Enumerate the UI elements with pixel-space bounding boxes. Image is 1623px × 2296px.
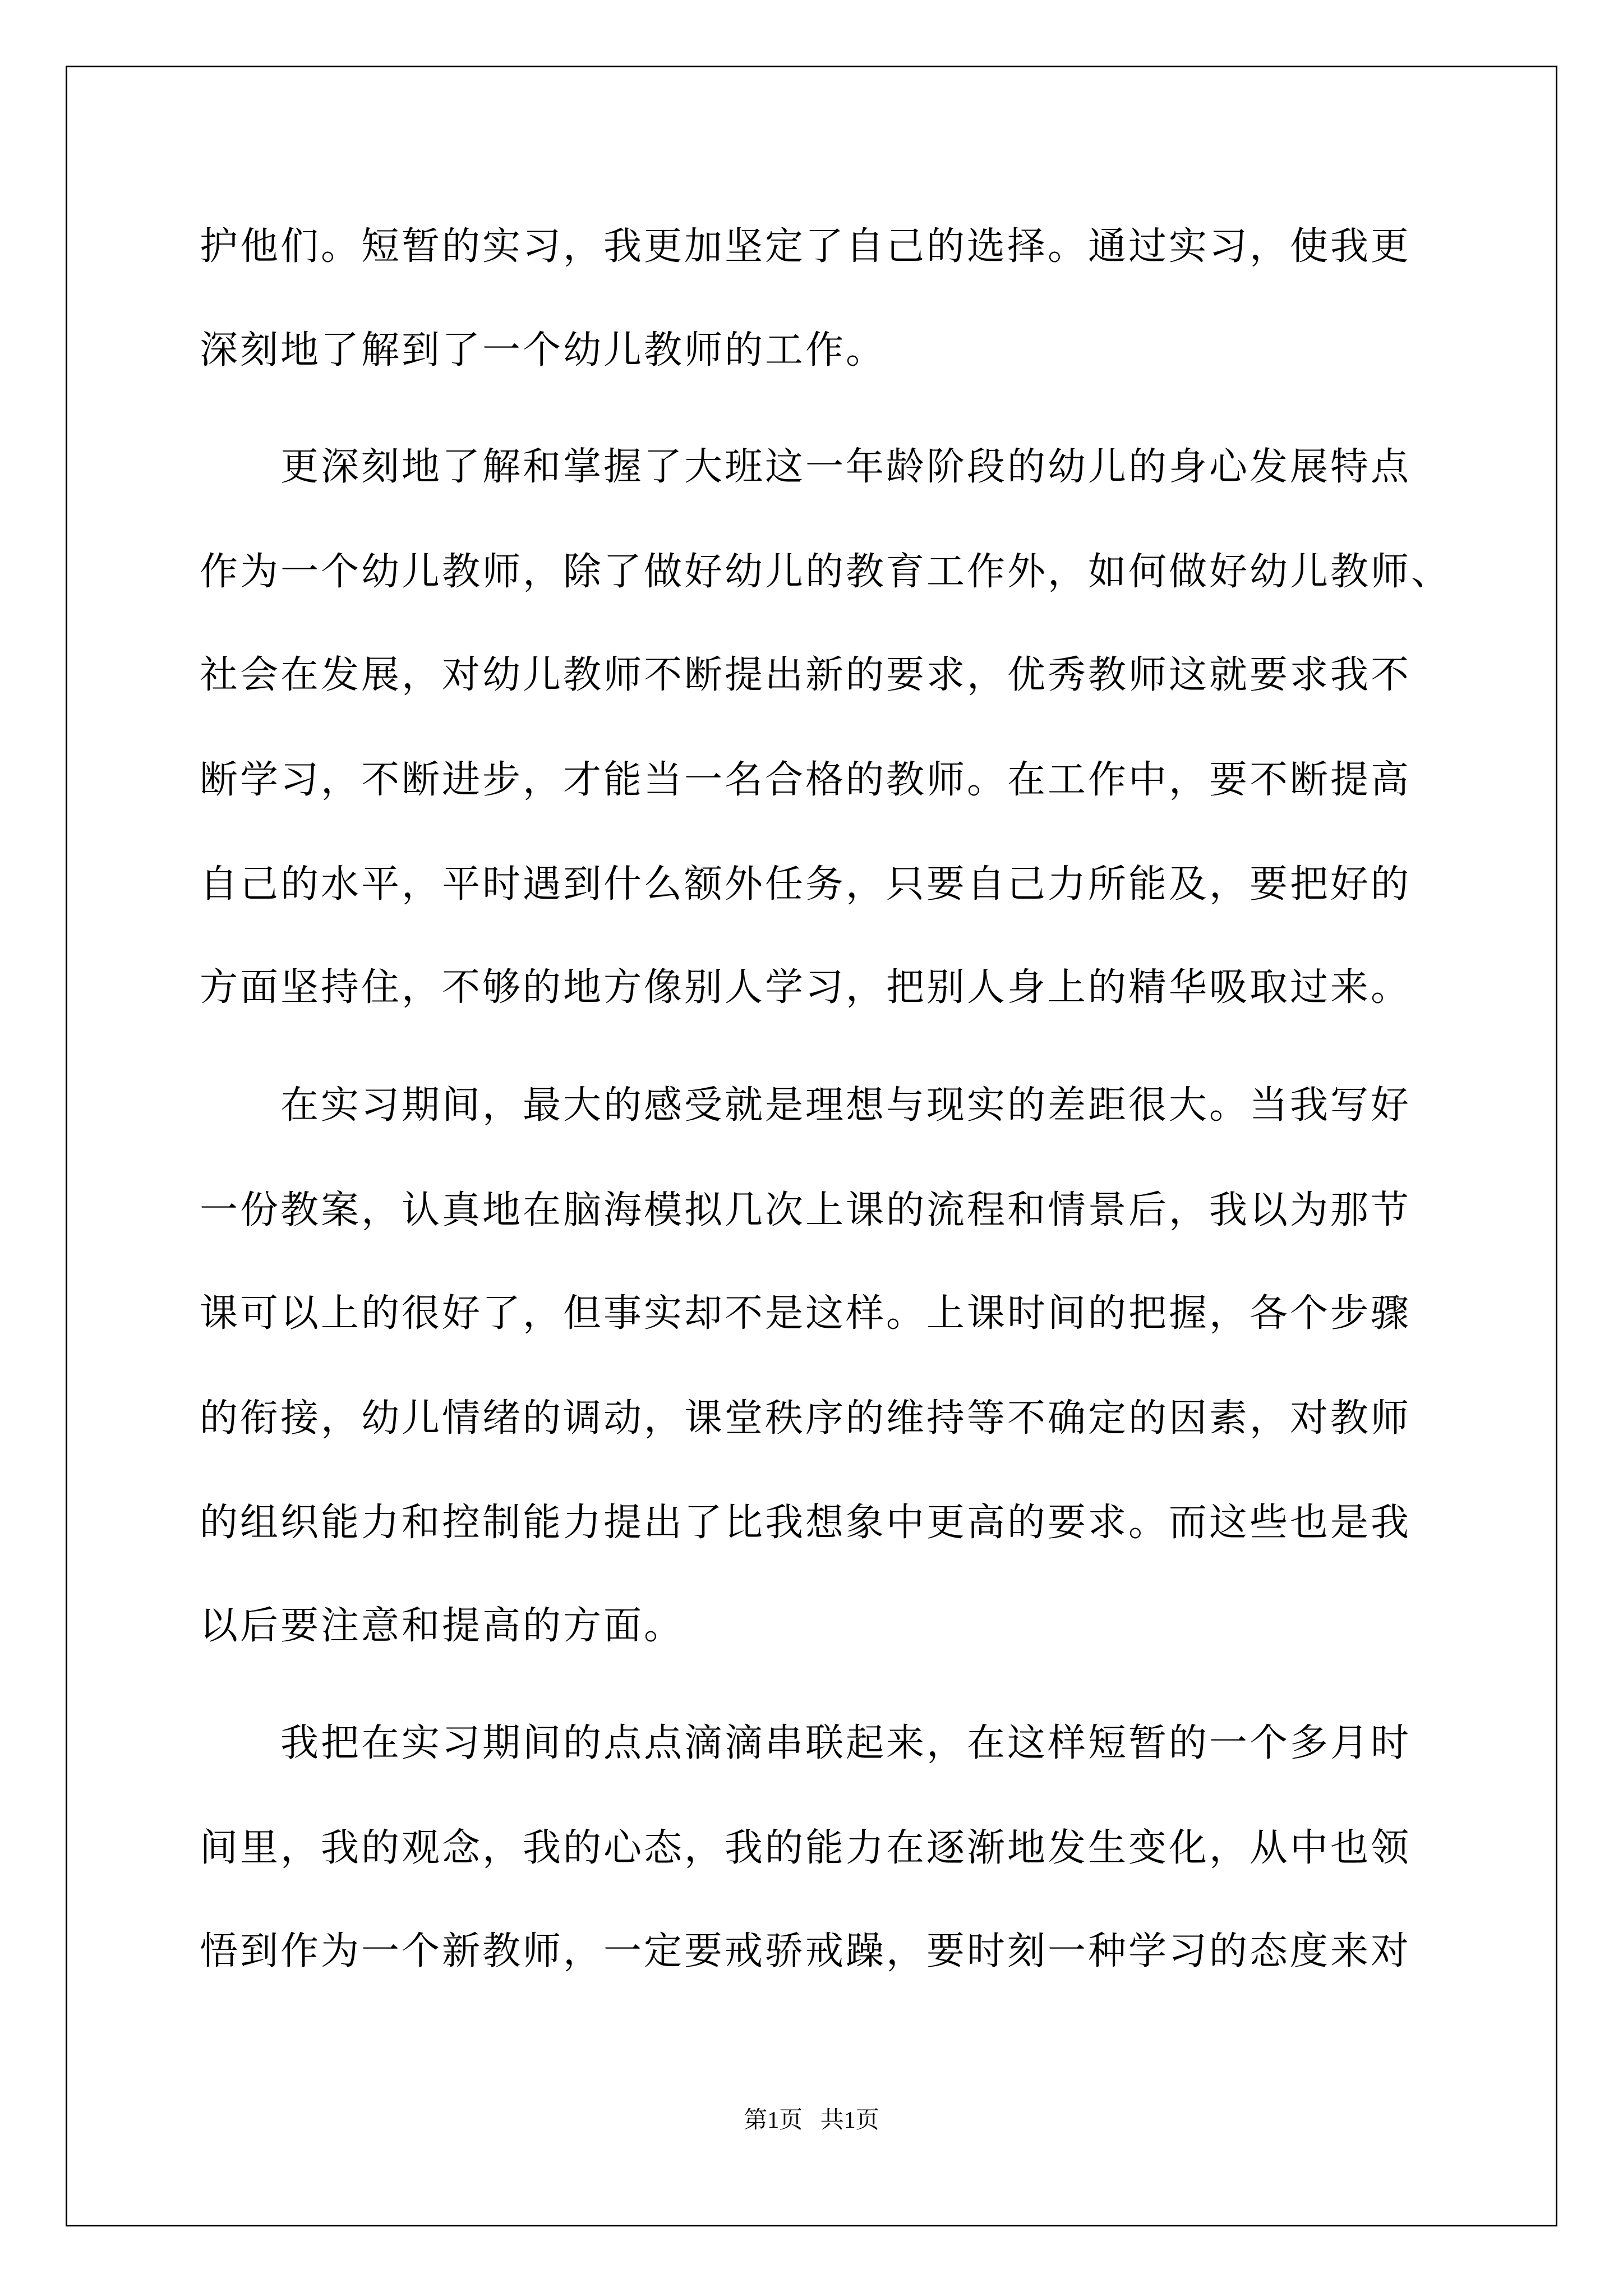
paragraph-start-line: 更深刻地了解和掌握了大班这一年龄阶段的幼儿的身心发展特点	[280, 445, 1412, 489]
text-line: 间里，我的观念，我的心态，我的能力在逐渐地发生变化，从中也领	[200, 1826, 1412, 1870]
text-line: 一份教案，认真地在脑海模拟几次上课的流程和情景后，我以为那节	[200, 1188, 1412, 1232]
paragraph-start-line: 在实习期间，最大的感受就是理想与现实的差距很大。当我写好	[280, 1083, 1412, 1128]
text-line: 深刻地了解到了一个幼儿教师的工作。	[200, 328, 887, 372]
text-line: 悟到作为一个新教师，一定要戒骄戒躁，要时刻一种学习的态度来对	[200, 1929, 1412, 1973]
text-line: 以后要注意和提高的方面。	[200, 1604, 685, 1648]
text-line: 的衔接，幼儿情绪的调动，课堂秩序的维持等不确定的因素，对教师	[200, 1396, 1412, 1441]
text-line: 方面坚持住，不够的地方像别人学习，把别人身上的精华吸取过来。	[200, 965, 1412, 1010]
text-line: 自己的水平，平时遇到什么额外任务，只要自己力所能及，要把好的	[200, 862, 1412, 907]
page-footer: 第1页 共1页	[744, 2108, 879, 2133]
text-line: 课可以上的很好了，但事实却不是这样。上课时间的把握，各个步骤	[200, 1291, 1412, 1336]
paragraph-start-line: 我把在实习期间的点点滴滴串联起来，在这样短暂的一个多月时	[280, 1721, 1412, 1765]
text-line: 护他们。短暂的实习，我更加坚定了自己的选择。通过实习，使我更	[200, 224, 1412, 269]
text-line: 作为一个幼儿教师，除了做好幼儿的教育工作外，如何做好幼儿教师、	[200, 550, 1452, 594]
text-line: 断学习，不断进步，才能当一名合格的教师。在工作中，要不断提高	[200, 758, 1412, 802]
text-line: 社会在发展，对幼儿教师不断提出新的要求，优秀教师这就要求我不	[200, 653, 1412, 697]
text-line: 的组织能力和控制能力提出了比我想象中更高的要求。而这些也是我	[200, 1501, 1412, 1545]
